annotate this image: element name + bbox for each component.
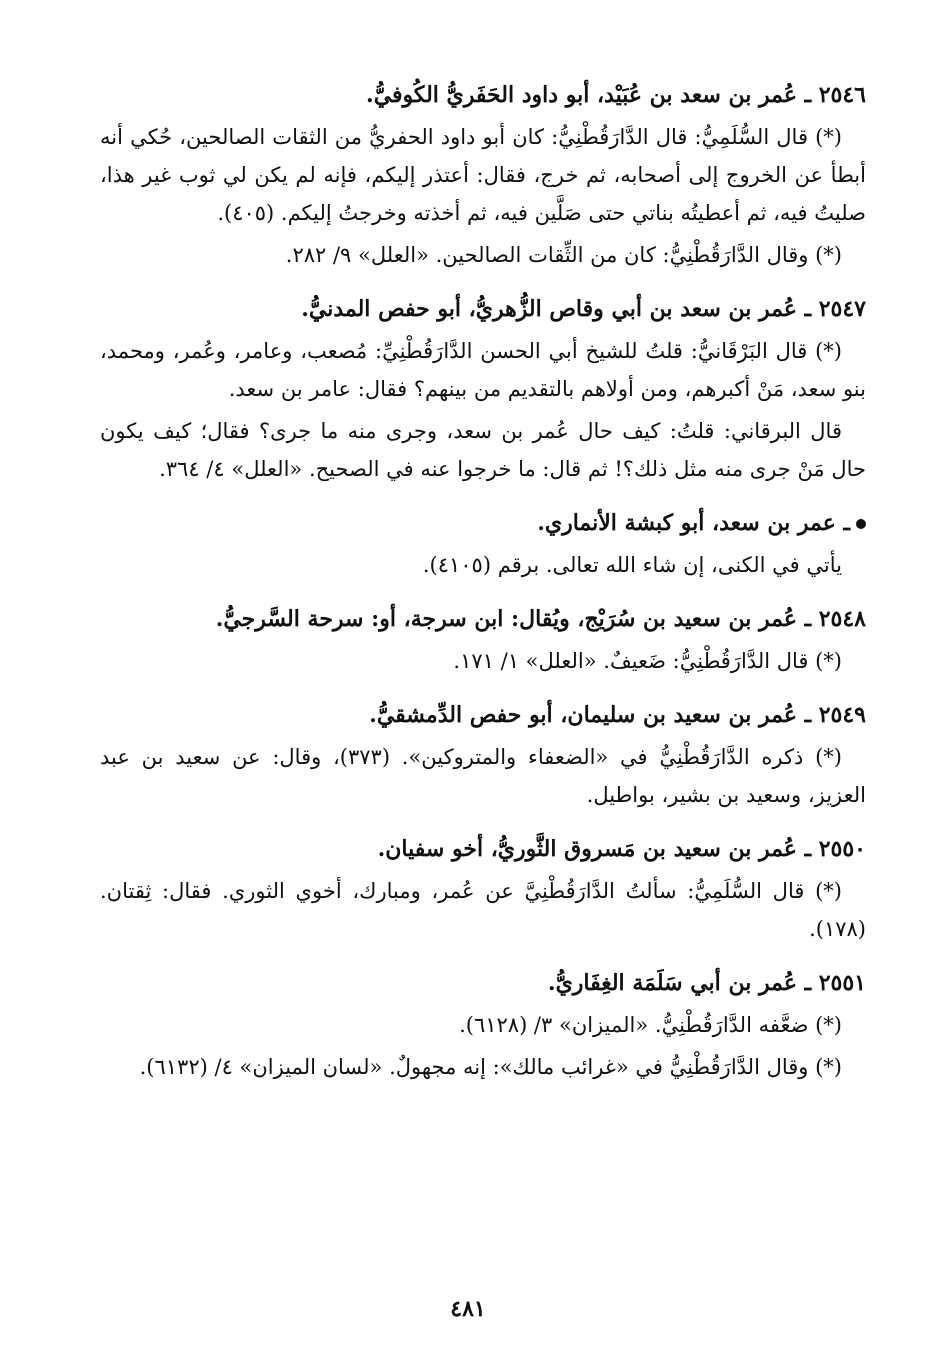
entry-heading: [100, 504, 866, 542]
entry-paragraph: يأتي في الكنى، إن شاء الله تعالى. برقم (٤١٠٥).: [422, 553, 842, 577]
page-number: ٤٨١: [450, 1296, 486, 1322]
entry-paragraph: (*) وقال الدَّارَقُطْنِيُّ في «غرائب مالك»: إنه مجهولٌ. «لسان الميزان» ٤/ (٦١٣٢).: [139, 1055, 842, 1079]
entry-2547: [100, 290, 866, 488]
entry-heading: ٢٥٤٧ ـ عُمر بن سعد بن أبي وقاص الزُّهريُّ، أبو حفص المدنيُّ.: [301, 296, 866, 322]
entry-heading: ٢٥٤٦ ـ عُمر بن سعد بن عُبَيْد، أبو داود الحَفَريُّ الكُوفيُّ.: [366, 82, 866, 108]
entry-paragraph: (*) قال البَرْقَانيُّ: قلتُ للشيخ أبي الحسن الدَّارَقُطْنِيِّ: مُصعب، وعامر، وعُمر، ومحمد، بنو سعد، مَنْ أكبرهم، ومن أولاهم بالتقديم من بينهم؟ فقال: عامر بن سعد.: [100, 339, 866, 401]
entry-2550: [100, 830, 866, 948]
entry-paragraph: (*) قال السُّلَمِيُّ: قال الدَّارَقُطْنِيُّ: كان أبو داود الحفريُّ من الثقات الصالحين، حُكي أنه أبطأ عن الخروج إلى أصحابه، ثم خرج، فقال: أعتذر إليكم، فإنه لم يكن لي ثوب غير هذا، صليتُ فيه، ثم أعطيتُه بناتي حتى صَلَّين فيه، ثم أخذته وخرجتُ إليكم. (٤٠٥).: [100, 125, 866, 225]
entry-heading: ٢٥٥١ ـ عُمر بن أبي سَلَمَة الغِفَاريُّ.: [547, 970, 866, 996]
entry-paragraph: (*) وقال الدَّارَقُطْنِيُّ: كان من الثِّقات الصالحين. «العلل» ٩/ ٢٨٢.: [285, 243, 842, 267]
entry-paragraph: (*) ذكره الدَّارَقُطْنِيُّ في «الضعفاء والمتروكين». (٣٧٣)، وقال: عن سعيد بن عبد العزيز، وسعيد بن بشير، بواطيل.: [100, 745, 866, 807]
entry-2551: [100, 964, 866, 1086]
entry-2549: [100, 696, 866, 814]
entry-heading: ٢٥٤٩ ـ عُمر بن سعيد بن سليمان، أبو حفص الدِّمشقيُّ.: [369, 702, 866, 728]
entry-2546: [100, 76, 866, 274]
entry-heading-text: ـ عمر بن سعد، أبو كبشة الأنماري.: [537, 510, 850, 536]
entry-heading: ٢٥٤٨ ـ عُمر بن سعيد بن سُرَيْج، ويُقال: ابن سرجة، أو: سرحة السَّرجيُّ.: [215, 606, 866, 632]
document-body: [100, 62, 866, 1090]
entry-paragraph: (*) ضعَّفه الدَّارَقُطْنِيُّ. «الميزان» ٣/ (٦١٢٨).: [459, 1013, 842, 1037]
entry-paragraph: قال البرقاني: قلتُ: كيف حال عُمر بن سعد، وجرى منه ما جرى؟ فقال؛ كيف يكون حال مَنْ جرى منه مثل ذلك؟! ثم قال: ما خرجوا عنه في الصحيح. «العلل» ٤/ ٣٦٤.: [100, 419, 866, 481]
entry-paragraph: (*) قال الدَّارَقُطْنِيُّ: ضَعيفٌ. «العلل» ١/ ١٧١.: [453, 649, 842, 673]
entry-2548: [100, 600, 866, 680]
bullet-icon: [856, 519, 866, 529]
entry-cross-reference: [100, 504, 866, 584]
entry-heading: ٢٥٥٠ ـ عُمر بن سعيد بن مَسروق الثَّوريُّ، أخو سفيان.: [377, 836, 866, 862]
entry-paragraph: (*) قال السُّلَمِيُّ: سألتُ الدَّارَقُطْنِيَّ عن عُمر، ومبارك، أخوي الثوري. فقال: ثِقتان. (١٧٨).: [100, 879, 866, 941]
